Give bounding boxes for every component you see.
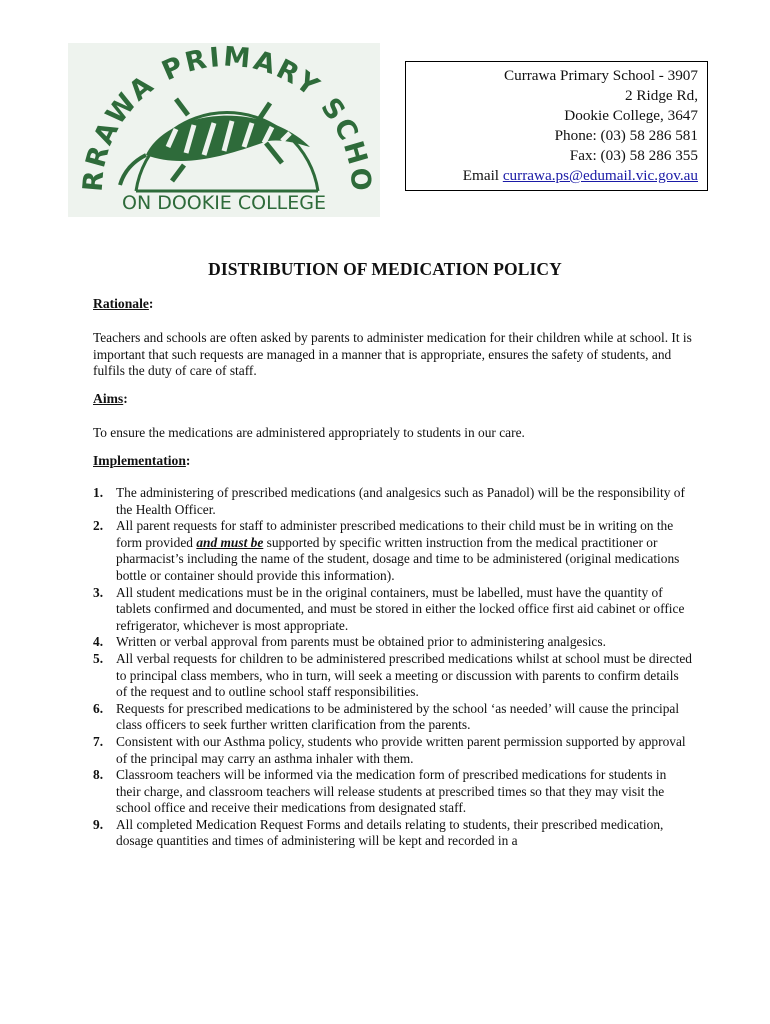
school-logo [68,43,380,217]
address-line-1: Currawa Primary School - 3907 [503,67,698,84]
list-item: 9. All completed Medication Request Forms and details relating to students, their prescribed medication, dosage quantities and times of administering will be kept and recorded in a [93,816,664,849]
emphasis-text: and must be [196,534,264,550]
address-phone: Phone: (03) 58 286 581 [554,127,698,144]
address-email-row [406,166,698,186]
address-line-2: 2 Ridge Rd, [625,87,698,104]
implementation-heading: Implementation: [93,453,191,468]
implementation-list [93,485,693,850]
rationale-heading: Rationale: [93,296,154,311]
list-item: 7. Consistent with our Asthma policy, students who provide written parent permission supported by approval of the principal may carry an asthma inhaler with them. [93,733,686,766]
list-item: 3. All student medications must be in the original containers, must be labelled, must have the quantity of tablets confirmed and documented, and must be stored in either the locked office first aid cabinet or office refrigerator, whichever is most appropriate. [93,584,685,633]
list-item: 4. Written or verbal approval from parents must be obtained prior to administering analgesics. [93,634,606,650]
address-line-3: Dookie College, 3647 [564,107,698,124]
list-item: 6. Requests for prescribed medications to be administered by the school ‘as needed’ will cause the principal class officers to seek further written clarification from the parents. [93,700,680,733]
logo-arc-text: RRAWA PRIMARY SCHO [77,43,377,195]
list-item: 1. The administering of prescribed medications (and analgesics such as Panadol) will be the responsibility of the Health Officer. [93,485,685,517]
address-fax: Fax: (03) 58 286 355 [569,147,698,164]
list-item: 8. Classroom teachers will be informed via the medication form of prescribed medications for students in their charge, and classroom teachers will release students at prescribed times so that they may visit the school office and receive their medications from designated staff. [93,767,667,816]
school-logo-graphic [68,43,380,217]
aims-heading: Aims: [93,391,128,406]
page-title: DISTRIBUTION OF MEDICATION POLICY [208,259,562,279]
email-link[interactable]: currawa.ps@edumail.vic.gov.au [502,167,698,184]
address-email-label: Email [462,167,503,184]
list-item: 5. All verbal requests for children to be administered prescribed medications whilst at school must be directed to principal class members, who in turn, will seek a meeting or discussion with parents to confirm details of the request and to outline school staff responsibilities. [93,650,692,700]
school-address-box [405,61,708,191]
rationale-text: Teachers and schools are often asked by parents to administer medication for their children while at school. It is important that such requests are managed in a manner that is appropriate, ensures the safety of students, and fulfils the duty of care of staff. [93,330,692,379]
logo-bottom-text: ON DOOKIE COLLEGE [122,192,326,214]
list-item: 2. All parent requests for staff to administer prescribed medications to their child must be in writing on the form provided and must be supported by specific written instruction from the medical practitioner or pharmacist’s including the name of the student, dosage and time to be administered (original medications bottle or container should provide this information). [93,518,680,583]
aims-text: To ensure the medications are administered appropriately to students in our care. [93,425,525,440]
